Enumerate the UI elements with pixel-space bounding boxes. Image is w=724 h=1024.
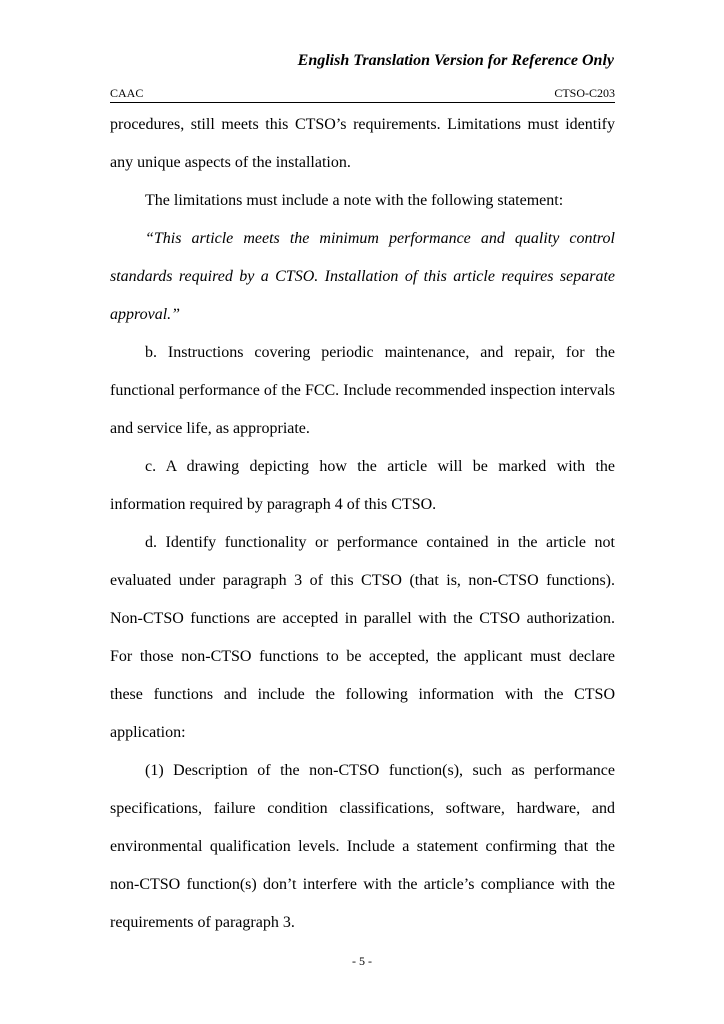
translation-banner: English Translation Version for Reference Only <box>297 52 614 69</box>
paragraph-limitations-note: The limitations must include a note with the following statement: <box>145 192 564 209</box>
paragraph-continuation: procedures, still meets this CTSO’s requirements. Limitations must identify any unique aspects of the installation. <box>110 116 615 171</box>
paragraph-item-b: b. Instructions covering periodic maintenance, and repair, for the functional performance of the FCC. Include recommended inspection intervals and service life, as appropriate. <box>110 344 615 437</box>
body-text <box>110 106 615 942</box>
header-document-id: CTSO-C203 <box>554 86 615 100</box>
header-agency: CAAC <box>110 86 144 100</box>
paragraph-required-statement: “This article meets the minimum performance and quality control standards required by a CTSO. Installation of this article requires separate approval.” <box>110 230 615 323</box>
page-number: - 5 - <box>352 954 372 968</box>
running-header <box>110 86 615 103</box>
paragraph-item-d1: (1) Description of the non-CTSO function(s), such as performance specifications, failure condition classifications, software, hardware, and environmental qualification levels. Include a statement confirming that the non-CTSO function(s) don’t interfere with the article’s compliance with the requirements of paragraph 3. <box>110 762 615 931</box>
paragraph-item-d: d. Identify functionality or performance contained in the article not evaluated under paragraph 3 of this CTSO (that is, non-CTSO functions). Non-CTSO functions are accepted in parallel with the CTSO authorization. For those non-CTSO functions to be accepted, the applicant must declare these functions and include the following information with the CTSO application: <box>110 534 615 741</box>
paragraph-item-c: c. A drawing depicting how the article will be marked with the information required by paragraph 4 of this CTSO. <box>110 458 615 513</box>
